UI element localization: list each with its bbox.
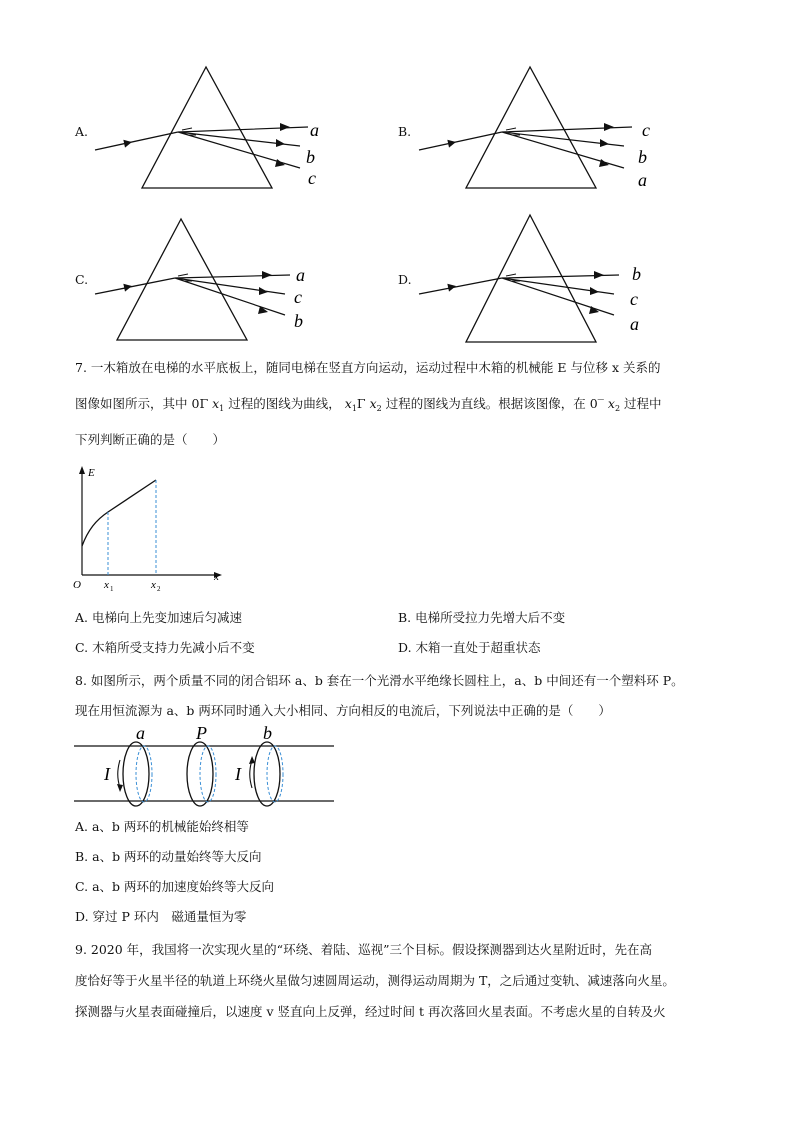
ray-label: b: [294, 311, 303, 331]
ray-label: b: [306, 147, 315, 167]
q7-energy-graph: [70, 462, 230, 597]
prism-figure-d: [414, 212, 664, 347]
q7-option-a[interactable]: A. 电梯向上先变加速后匀减速: [75, 610, 242, 625]
prism-figure-a: [90, 60, 340, 195]
ray-label: c: [642, 120, 650, 140]
origin-label: O: [73, 579, 81, 591]
tick-x1: x: [104, 579, 109, 591]
ring-p-label: P: [196, 726, 207, 743]
q7-option-c[interactable]: C. 木箱所受支持力先减小后不变: [75, 640, 255, 655]
q7-option-b[interactable]: B. 电梯所受拉力先增大后不变: [398, 610, 566, 625]
ray-label: b: [638, 147, 647, 167]
option-a-label: A.: [75, 124, 89, 139]
ray-label: a: [296, 265, 305, 285]
prism-figure-c: [90, 212, 340, 347]
current-label-right: I: [235, 764, 241, 784]
tick-x2: x: [151, 579, 156, 591]
current-label-left: I: [104, 764, 110, 784]
q9-stem-line2: 度恰好等于火星半径的轨道上环绕火星做匀速圆周运动，测得运动周期为 T，之后通过变轨、减速落向火星。: [75, 973, 675, 988]
q8-stem-line2: 现在用恒流源为 a、b 两环同时通入大小相同、方向相反的电流后，下列说法中正确的是（ ）: [75, 703, 611, 718]
ray-label: c: [630, 289, 638, 309]
tick-x2-sub: 2: [157, 585, 161, 593]
q9-stem-line3: 探测器与火星表面碰撞后，以速度 v 竖直向上反弹，经过时间 t 再次落回火星表面。不考虑火星的自转及火: [75, 1004, 666, 1019]
option-b-label: B.: [398, 124, 412, 139]
axis-label-e: E: [88, 467, 95, 479]
q9-stem-line1: 9. 2020 年，我国将一次实现火星的“环绕、着陆、巡视”三个目标。假设探测器到达火星附近时，先在高: [75, 942, 652, 957]
q8-rings-figure: [72, 726, 337, 811]
q8-option-c[interactable]: C. a、b 两环的加速度始终等大反向: [75, 879, 274, 894]
ray-label: a: [630, 314, 639, 334]
tick-x1-sub: 1: [110, 585, 114, 593]
ring-a-label: a: [136, 726, 145, 743]
q7-stem-line3: 下列判断正确的是（ ）: [75, 432, 226, 447]
q8-option-a[interactable]: A. a、b 两环的机械能始终相等: [75, 819, 249, 834]
q8-option-d[interactable]: D. 穿过 P 环内 磁通量恒为零: [75, 909, 247, 924]
ray-label: b: [632, 264, 641, 284]
q8-stem-line1: 8. 如图所示，两个质量不同的闭合铝环 a、b 套在一个光滑水平绝缘长圆柱上，a、b 中间还有一个塑料环 P。: [75, 673, 684, 688]
option-d-label: D.: [398, 272, 412, 287]
ray-label: c: [294, 287, 302, 307]
ray-label: c: [308, 168, 316, 188]
q7-stem-line2: 图像如图所示，其中 0Γ $x_1$ 过程的图线为曲线， $x_1\Gamma$ $x_2$ 过程的图线为直线。根据该图像，在 0‾ $x_2$ 过程中: [75, 396, 662, 413]
ray-label: a: [638, 170, 647, 190]
prism-figure-b: [414, 60, 664, 195]
option-c-label: C.: [75, 272, 89, 287]
ray-label: a: [310, 120, 319, 140]
q7-stem-line1: 7. 一木箱放在电梯的水平底板上，随同电梯在竖直方向运动，运动过程中木箱的机械能 E 与位移 x 关系的: [75, 360, 661, 375]
q7-option-d[interactable]: D. 木箱一直处于超重状态: [398, 640, 541, 655]
q8-option-b[interactable]: B. a、b 两环的动量始终等大反向: [75, 849, 262, 864]
ring-b-label: b: [263, 726, 272, 743]
axis-label-x: x: [214, 571, 219, 583]
